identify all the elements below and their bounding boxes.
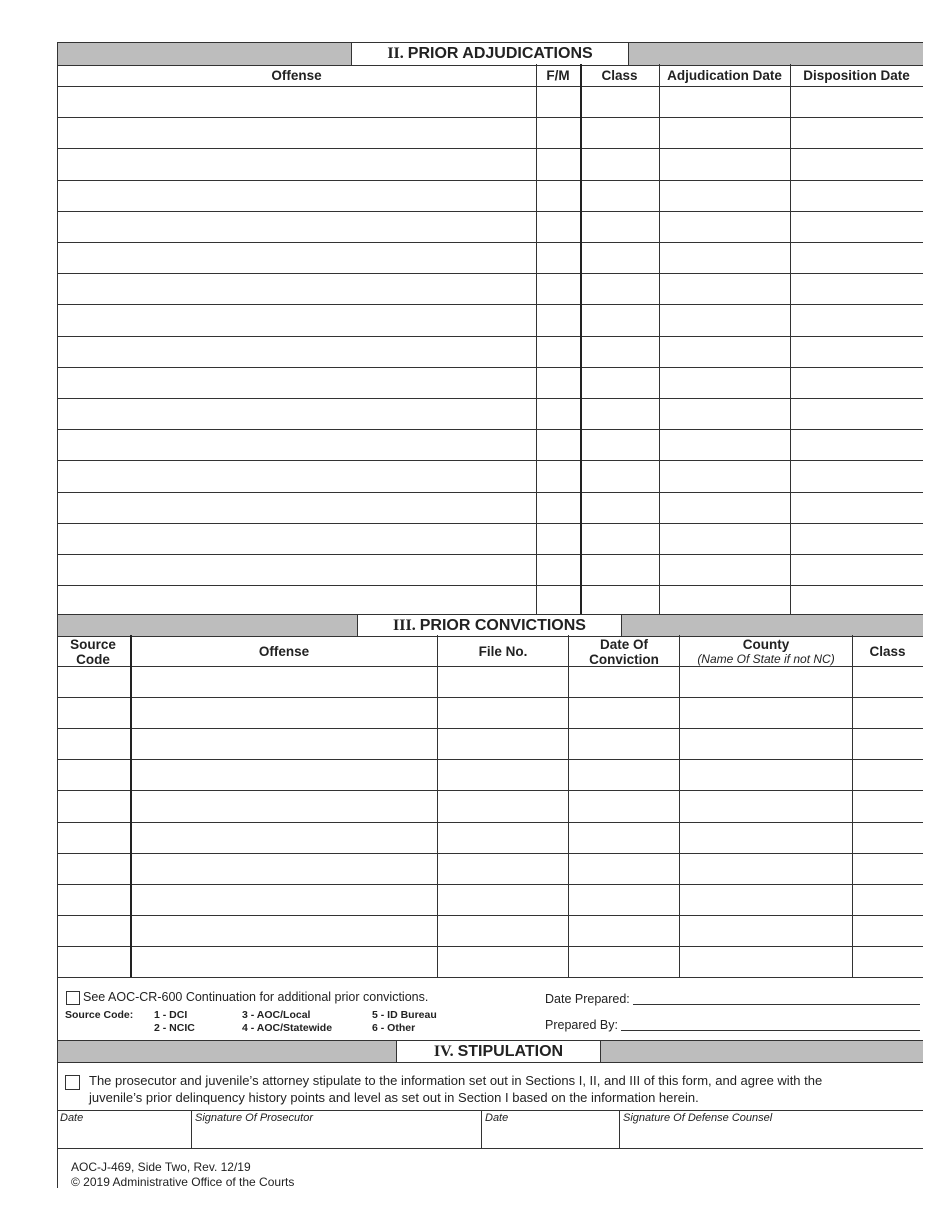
table-row[interactable]	[57, 853, 923, 884]
prepared-by-field[interactable]	[621, 1030, 920, 1031]
copyright: © 2019 Administrative Office of the Courts	[71, 1175, 295, 1189]
col-fm-header: F/M	[546, 68, 570, 83]
signature-bottom-border	[57, 1148, 923, 1149]
county-sublabel: (Name Of State if not NC)	[697, 652, 835, 666]
prosecutor-date-field[interactable]: Date	[60, 1112, 84, 1124]
table-row[interactable]	[57, 822, 923, 853]
col-source-code-header: Source Code	[70, 637, 116, 667]
table-row[interactable]	[57, 492, 923, 523]
table-row[interactable]	[57, 398, 923, 429]
code-3: 3 - AOC/Local	[242, 1009, 311, 1021]
signature-top-border	[57, 1110, 923, 1111]
section4-title	[396, 1040, 601, 1063]
code-6: 6 - Other	[372, 1022, 416, 1034]
col-offense-header: Offense	[271, 68, 322, 83]
table-row[interactable]	[57, 211, 923, 242]
date-prepared-label: Date Prepared:	[545, 992, 630, 1006]
section4-roman: IV.	[433, 1043, 454, 1060]
table-row[interactable]	[57, 180, 923, 211]
stipulation-checkbox[interactable]	[65, 1075, 80, 1090]
table-row[interactable]	[57, 523, 923, 554]
table-row[interactable]	[57, 946, 923, 977]
col-disposition-date-header: Disposition Date	[803, 68, 910, 83]
stipulation-text-line1: The prosecutor and juvenile’s attorney stipulate to the information set out in Sections I, II, and III of this form, and agree with the	[89, 1073, 823, 1088]
table-row[interactable]	[57, 148, 923, 179]
code-4: 4 - AOC/Statewide	[242, 1022, 333, 1034]
left-margin-line	[57, 42, 58, 1188]
table-row[interactable]	[57, 697, 923, 728]
col-class-header: Class	[601, 68, 638, 83]
defense-signature-field[interactable]: Signature Of Defense Counsel	[623, 1112, 773, 1124]
table-row[interactable]	[57, 759, 923, 790]
table-row[interactable]	[57, 884, 923, 915]
col-date-of-conviction-header: Date Of Conviction	[589, 637, 659, 667]
table-row[interactable]	[57, 460, 923, 491]
col-offense-header: Offense	[258, 644, 310, 659]
defense-date-field[interactable]: Date	[485, 1112, 509, 1124]
table-row[interactable]	[57, 86, 923, 117]
col-class-header: Class	[869, 644, 906, 659]
table-row[interactable]	[57, 336, 923, 367]
section4-title-text: STIPULATION	[457, 1043, 564, 1060]
table-row[interactable]	[57, 790, 923, 821]
continuation-label: See AOC-CR-600 Continuation for additional prior convictions.	[83, 990, 429, 1004]
section2-roman: II.	[387, 45, 404, 62]
section3-roman: III.	[393, 617, 416, 634]
signature-divider	[481, 1110, 482, 1148]
prepared-by-label: Prepared By:	[545, 1018, 618, 1032]
table-row[interactable]	[57, 117, 923, 148]
signature-divider	[619, 1110, 620, 1148]
code-2: 2 - NCIC	[154, 1022, 195, 1034]
table-row[interactable]	[57, 273, 923, 304]
table-row[interactable]	[57, 728, 923, 759]
continuation-checkbox[interactable]	[66, 991, 80, 1005]
section2-title	[351, 42, 629, 66]
county-label: County	[742, 637, 790, 652]
row-line	[57, 977, 923, 978]
table-row[interactable]	[57, 429, 923, 460]
source-code-label: Source Code:	[65, 1009, 134, 1021]
col-county-header	[680, 637, 852, 667]
table-row[interactable]	[57, 585, 923, 616]
table-row[interactable]	[57, 242, 923, 273]
col-adjudication-date-header: Adjudication Date	[667, 68, 782, 83]
table-row[interactable]	[57, 666, 923, 697]
prosecutor-signature-field[interactable]: Signature Of Prosecutor	[195, 1112, 314, 1124]
table-row[interactable]	[57, 304, 923, 335]
section2-title-text: PRIOR ADJUDICATIONS	[407, 45, 593, 62]
section3-title	[357, 614, 622, 637]
section3-title-text: PRIOR CONVICTIONS	[419, 617, 586, 634]
code-5: 5 - ID Bureau	[372, 1009, 437, 1021]
code-1: 1 - DCI	[154, 1009, 188, 1021]
table-row[interactable]	[57, 554, 923, 585]
date-prepared-field[interactable]	[633, 1004, 920, 1005]
stipulation-text-line2: juvenile’s prior delinquency history points and level as set out in Section I based on the information herein.	[89, 1090, 699, 1105]
table-row[interactable]	[57, 915, 923, 946]
table-row[interactable]	[57, 367, 923, 398]
col-file-no-header: File No.	[478, 644, 528, 659]
signature-divider	[191, 1110, 192, 1148]
form-id: AOC-J-469, Side Two, Rev. 12/19	[71, 1160, 251, 1174]
